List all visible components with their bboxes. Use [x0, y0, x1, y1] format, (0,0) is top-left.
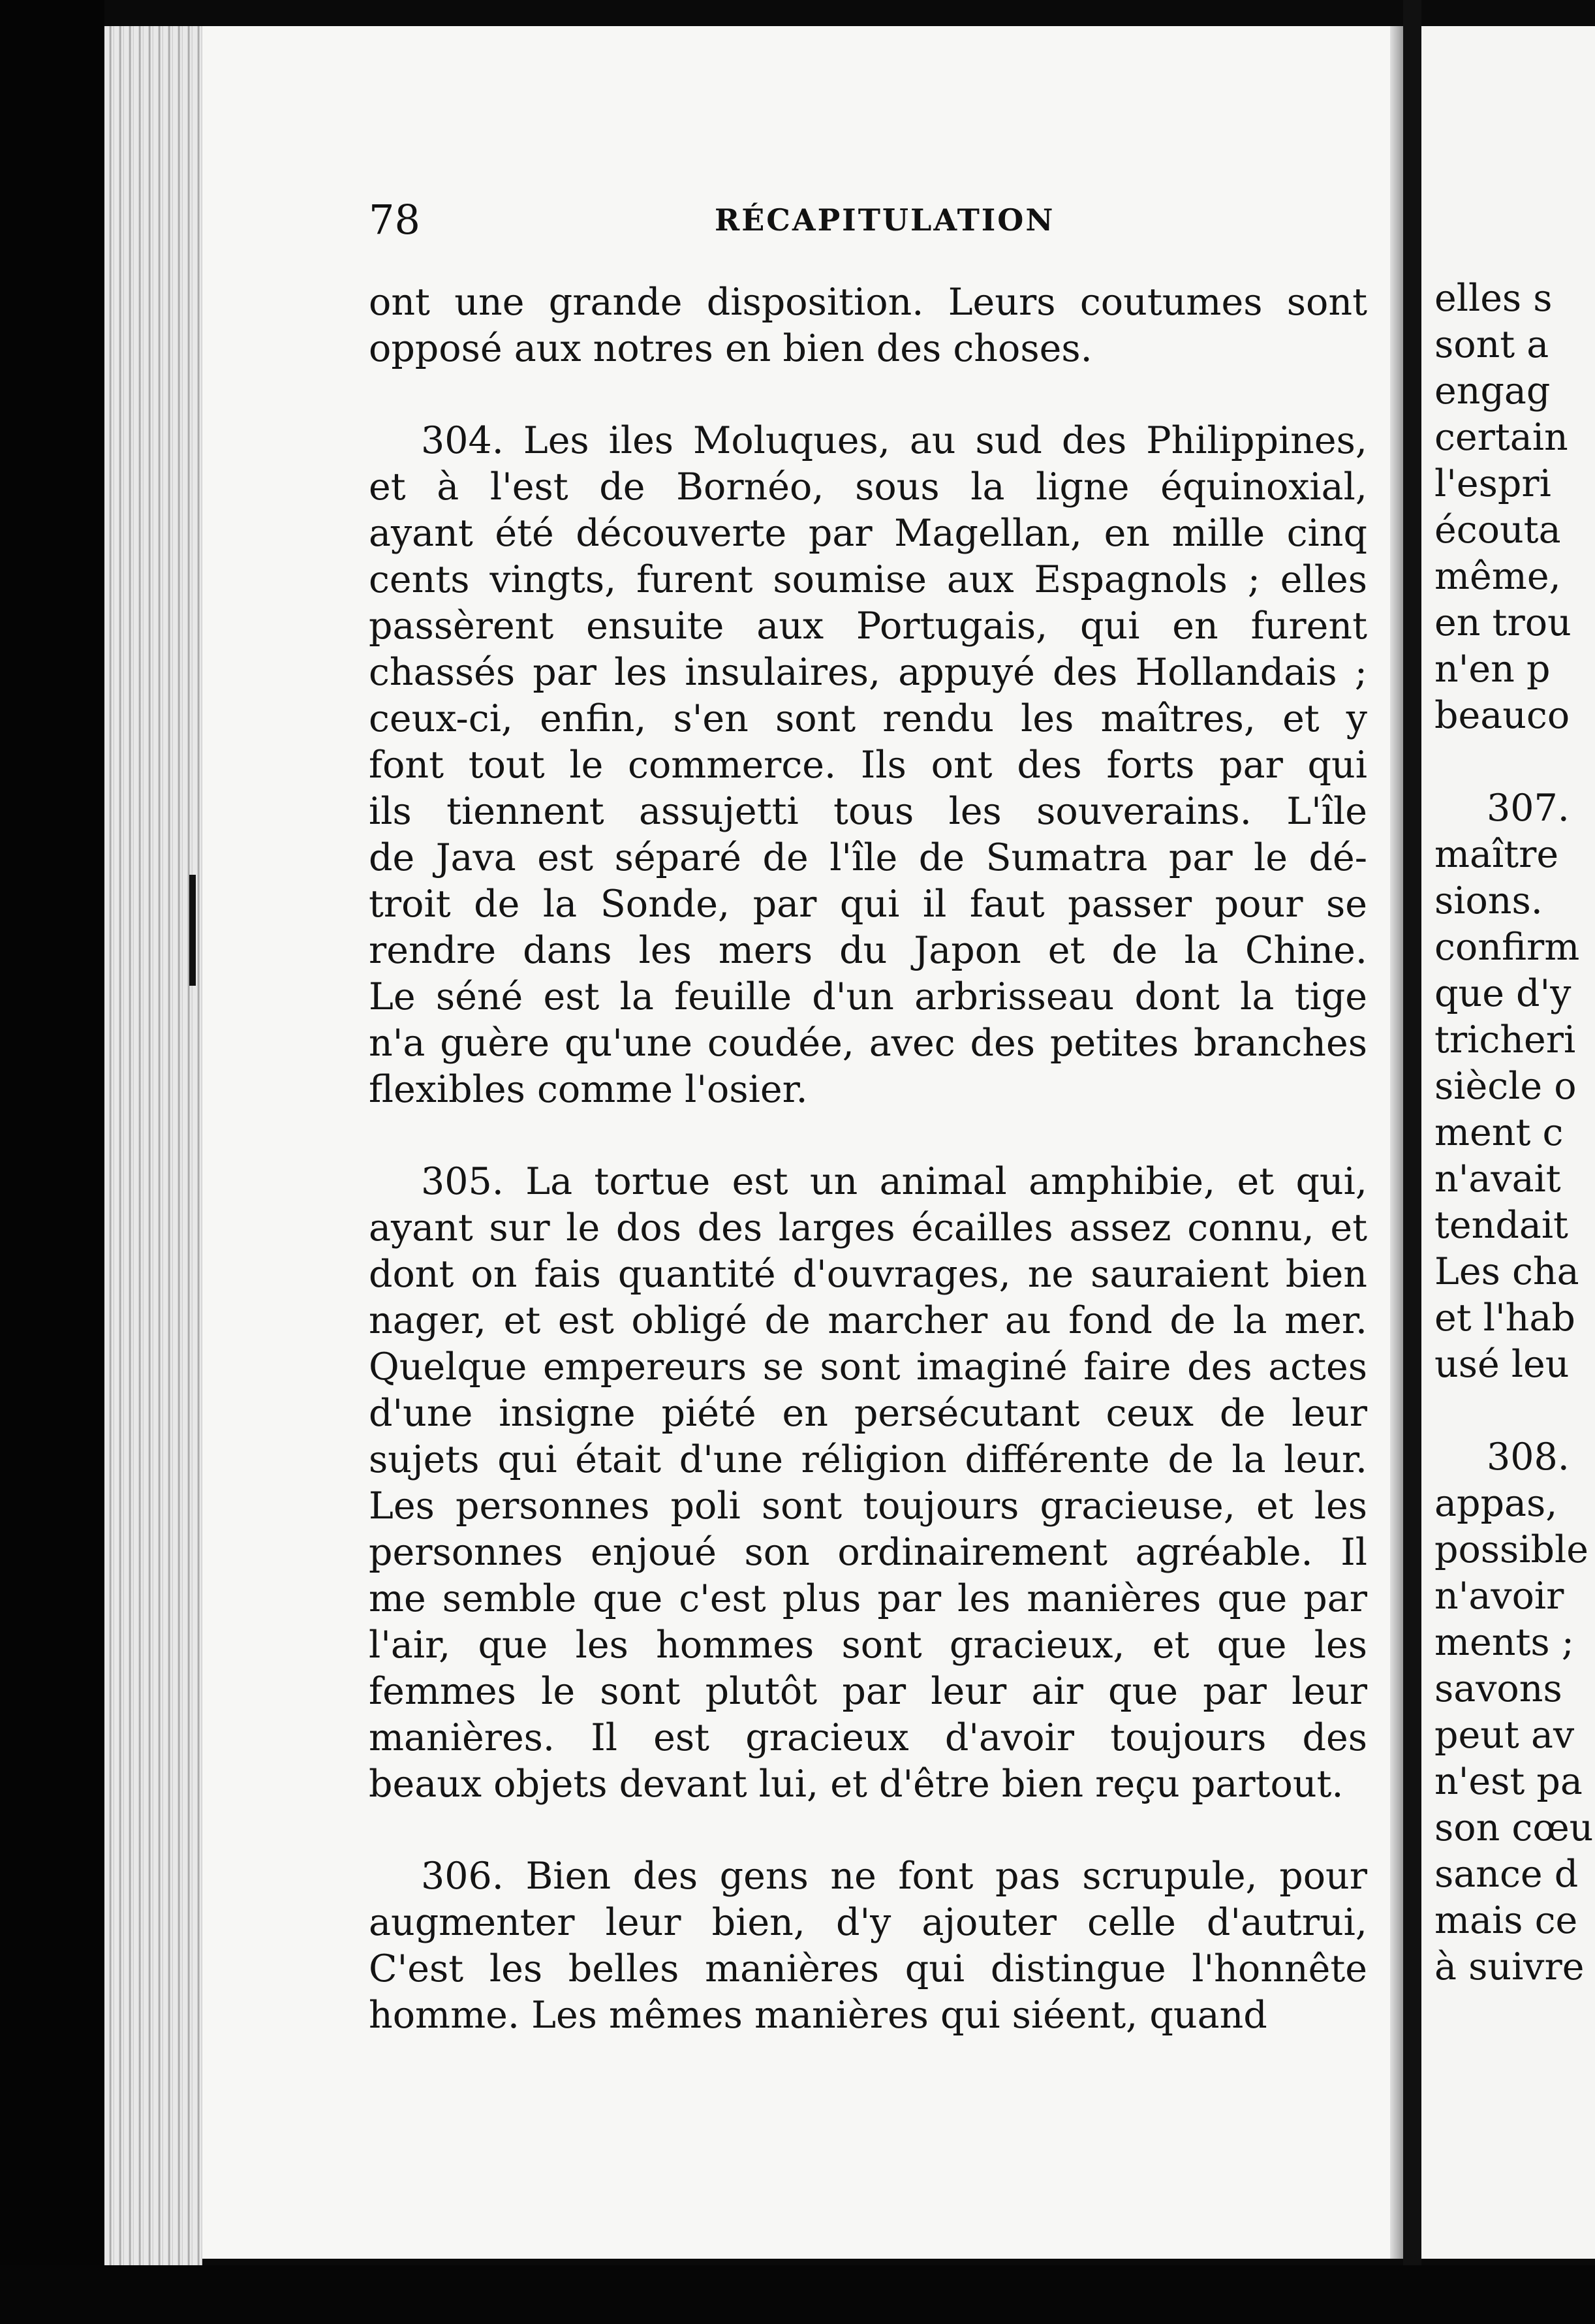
right-text-line: l'espri: [1434, 462, 1551, 505]
text-line: 305. La tortue est un animal amphibie, et qui,: [421, 1160, 1367, 1203]
right-text-line: n'avait: [1434, 1157, 1561, 1201]
text-line: n'a guère qu'une coudée, avec des petites branches: [369, 1022, 1367, 1065]
right-text-line: peut av: [1434, 1714, 1575, 1757]
bottom-dark-margin: [0, 2265, 1595, 2324]
right-text-line: savons: [1434, 1667, 1562, 1710]
right-text-line: engag: [1434, 369, 1551, 413]
text-line: de Java est séparé de l'île de Sumatra par le dé-: [369, 836, 1367, 879]
right-text-line: 308.: [1487, 1436, 1570, 1479]
text-line: passèrent ensuite aux Portugais, qui en furent: [369, 605, 1367, 648]
right-text-line: siècle o: [1434, 1065, 1577, 1108]
right-text-line: [1434, 1388, 1595, 1434]
text-line: ils tiennent assujetti tous les souverains. L'île: [369, 790, 1367, 833]
right-text-line: son cœu: [1434, 1806, 1594, 1849]
right-text-line: sions.: [1434, 879, 1543, 922]
text-line: rendre dans les mers du Japon et de la Chine.: [369, 929, 1367, 972]
right-page-partial-text: [1434, 275, 1595, 1990]
text-line: Le séné est la feuille d'un arbrisseau dont la tige: [369, 975, 1367, 1018]
text-line: troit de la Sonde, par qui il faut passer pour se: [369, 883, 1367, 926]
paragraph-gap: [369, 372, 1367, 418]
text-line: augmenter leur bien, d'y ajouter celle d'autrui,: [369, 1901, 1367, 1944]
right-text-line: certain: [1434, 416, 1568, 459]
right-text-line: ments ;: [1434, 1621, 1574, 1664]
right-text-line: à suivre: [1434, 1945, 1585, 1988]
page-edge-stripes: [104, 26, 202, 2272]
text-line: ayant été découverte par Magellan, en mille cinq: [369, 512, 1367, 555]
paragraph-gap: [369, 1808, 1367, 1853]
right-text-line: beauco: [1434, 694, 1570, 737]
paragraph: [369, 418, 1367, 1113]
right-text-line: appas,: [1434, 1482, 1558, 1525]
text-line: ceux-ci, enfin, s'en sont rendu les maîtres, et y: [369, 697, 1367, 740]
text-line: cents vingts, furent soumise aux Espagnols ; elles: [369, 558, 1367, 601]
text-line: opposé aux notres en bien des choses.: [369, 327, 1092, 370]
right-text-line: n'en p: [1434, 648, 1551, 691]
right-text-line: même,: [1434, 555, 1561, 598]
right-text-line: en trou: [1434, 601, 1572, 644]
running-head: [369, 196, 1374, 248]
right-text-line: sont a: [1434, 323, 1549, 366]
text-line: l'air, que les hommes sont gracieux, et que les: [369, 1624, 1367, 1667]
text-line: font tout le commerce. Ils ont des forts par qui: [369, 744, 1367, 787]
right-text-line: [1434, 739, 1595, 785]
text-line: Les personnes poli sont toujours gracieuse, et les: [369, 1484, 1367, 1528]
text-line: C'est les belles manières qui distingue l'honnête: [369, 1947, 1367, 1990]
right-text-line: maître: [1434, 833, 1559, 876]
left-dark-margin: [0, 0, 104, 2324]
text-line: sujets qui était d'une réligion différente de la leur.: [369, 1438, 1367, 1481]
right-text-line: n'est pa: [1434, 1760, 1583, 1803]
text-line: beaux objets devant lui, et d'être bien reçu partout.: [369, 1763, 1344, 1806]
text-line: personnes enjoué son ordinairement agréable. Il: [369, 1531, 1367, 1574]
text-line: 306. Bien des gens ne font pas scrupule, pour: [421, 1855, 1367, 1898]
right-text-line: écouta: [1434, 509, 1561, 552]
right-text-line: n'avoir: [1434, 1575, 1564, 1618]
text-line: ayant sur le dos des larges écailles assez connu, et: [369, 1206, 1367, 1249]
text-line: homme. Les mêmes manières qui siéent, quand: [369, 1994, 1267, 2037]
right-text-line: 307.: [1487, 787, 1570, 830]
gutter-shadow: [1390, 26, 1403, 2259]
text-line: 304. Les iles Moluques, au sud des Philippines,: [421, 419, 1367, 462]
right-text-line: tricheri: [1434, 1018, 1576, 1061]
text-line: chassés par les insulaires, appuyé des Hollandais ;: [369, 651, 1367, 694]
text-line: me semble que c'est plus par les manières que par: [369, 1577, 1367, 1620]
right-text-line: que d'y: [1434, 972, 1572, 1015]
text-line: et à l'est de Bornéo, sous la ligne équinoxial,: [369, 465, 1367, 509]
text-line: d'une insigne piété en persécutant ceux de leur: [369, 1392, 1367, 1435]
text-line: Quelque empereurs se sont imaginé faire des actes: [369, 1345, 1367, 1389]
right-text-line: ment c: [1434, 1111, 1564, 1154]
text-line: nager, et est obligé de marcher au fond de la mer.: [369, 1299, 1367, 1342]
text-line: manières. Il est gracieux d'avoir toujours des: [369, 1716, 1367, 1759]
paragraph: [369, 279, 1367, 372]
right-text-line: tendait: [1434, 1204, 1568, 1247]
right-text-line: sance d: [1434, 1853, 1579, 1896]
right-text-line: usé leu: [1434, 1343, 1570, 1386]
text-line: femmes le sont plutôt par leur air que par leur: [369, 1670, 1367, 1713]
left-page-text: [369, 279, 1367, 2039]
text-line: ont une grande disposition. Leurs coutumes sont: [369, 281, 1367, 324]
page-title: RÉCAPITULATION: [715, 202, 1055, 238]
paragraph: [369, 1159, 1367, 1808]
paragraph: [369, 1853, 1367, 2039]
text-line: dont on fais quantité d'ouvrages, ne sauraient bien: [369, 1253, 1367, 1296]
right-text-line: et l'hab: [1434, 1296, 1575, 1340]
text-line: flexibles comme l'osier.: [369, 1068, 808, 1111]
page-number: 78: [369, 196, 420, 243]
right-text-line: elles s: [1434, 277, 1553, 320]
right-text-line: mais ce: [1434, 1899, 1578, 1942]
binding-mark: [189, 875, 196, 986]
right-text-line: Les cha: [1434, 1250, 1579, 1293]
paragraph-gap: [369, 1113, 1367, 1159]
right-text-line: confirm: [1434, 926, 1580, 969]
book-gutter: [1403, 0, 1421, 2324]
right-text-line: possible: [1434, 1528, 1588, 1571]
